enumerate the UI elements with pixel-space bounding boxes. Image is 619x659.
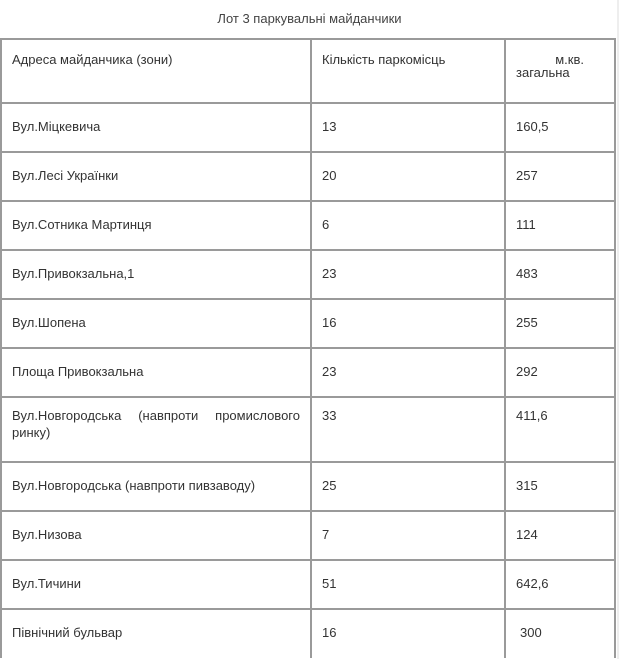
header-parking-count: Кількість паркомісць	[311, 39, 505, 103]
cell-address: Вул.Низова	[1, 511, 311, 560]
cell-area: 124	[505, 511, 615, 560]
table-row	[1, 609, 615, 658]
cell-area: 292	[505, 348, 615, 397]
cell-area: 160,5	[505, 103, 615, 152]
cell-address: Північний бульвар	[1, 609, 311, 658]
header-address: Адреса майданчика (зони)	[1, 39, 311, 103]
cell-area: 411,6	[505, 397, 615, 462]
cell-parking-count: 6	[311, 201, 505, 250]
cell-address	[1, 397, 311, 462]
cell-address: Площа Привокзальна	[1, 348, 311, 397]
table-row	[1, 201, 615, 250]
cell-address-text: Вул.Новгородська (навпроти промислового ринку)	[12, 408, 300, 440]
cell-address: Вул.Привокзальна,1	[1, 250, 311, 299]
header-area	[505, 39, 615, 103]
cell-area: 257	[505, 152, 615, 201]
table-row	[1, 560, 615, 609]
cell-area-value: 300	[520, 625, 542, 640]
header-area-unit: м.кв.	[555, 52, 584, 67]
cell-address: Вул.Шопена	[1, 299, 311, 348]
table-row	[1, 103, 615, 152]
table-header-row	[1, 39, 615, 103]
cell-parking-count: 16	[311, 609, 505, 658]
cell-area: 642,6	[505, 560, 615, 609]
cell-parking-count: 7	[311, 511, 505, 560]
cell-area: 111	[505, 201, 615, 250]
cell-parking-count: 23	[311, 250, 505, 299]
cell-address: Вул.Лесі Українки	[1, 152, 311, 201]
table-row	[1, 348, 615, 397]
cell-area: 483	[505, 250, 615, 299]
table-row	[1, 250, 615, 299]
table-row	[1, 511, 615, 560]
cell-parking-count: 25	[311, 462, 505, 511]
cell-parking-count: 51	[311, 560, 505, 609]
cell-parking-count: 16	[311, 299, 505, 348]
cell-address: Вул.Сотника Мартинця	[1, 201, 311, 250]
table-row	[1, 152, 615, 201]
cell-area: 315	[505, 462, 615, 511]
cell-parking-count: 23	[311, 348, 505, 397]
cell-area: 255	[505, 299, 615, 348]
table-row	[1, 462, 615, 511]
cell-address: Вул.Міцкевича	[1, 103, 311, 152]
header-area-total: загальна	[516, 65, 570, 80]
cell-address: Вул.Тичини	[1, 560, 311, 609]
table-row	[1, 299, 615, 348]
table-row	[1, 397, 615, 462]
cell-address: Вул.Новгородська (навпроти пивзаводу)	[1, 462, 311, 511]
cell-parking-count: 33	[311, 397, 505, 462]
cell-area	[505, 609, 615, 658]
cell-parking-count: 13	[311, 103, 505, 152]
table-caption: Лот 3 паркувальні майданчики	[217, 11, 402, 26]
cell-parking-count: 20	[311, 152, 505, 201]
parking-lots-table	[0, 38, 616, 658]
